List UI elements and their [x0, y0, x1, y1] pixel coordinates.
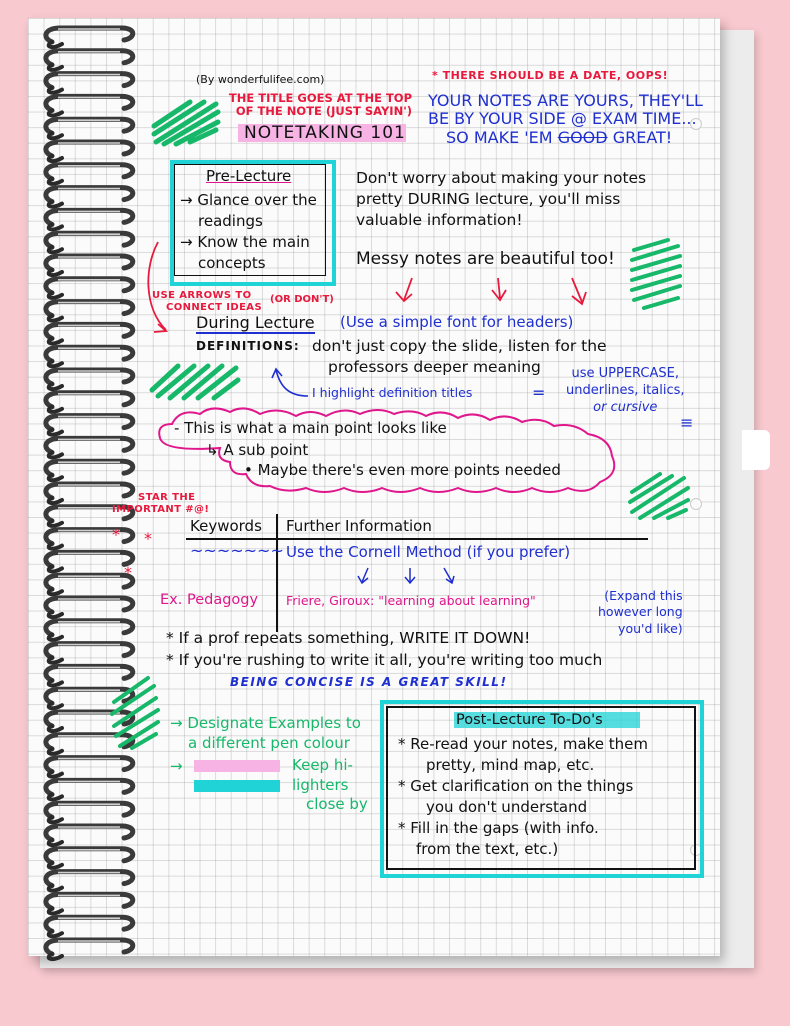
- green-scribble: [108, 672, 162, 752]
- spiral-ring: [46, 416, 133, 435]
- text-line: (Expand this: [604, 588, 683, 603]
- cornell-squiggle: ~~~~~~~: [190, 541, 284, 560]
- equal-marks: =: [532, 383, 546, 402]
- motto-text: SO MAKE 'EM: [446, 127, 553, 147]
- text-line: Keep hi-: [292, 756, 353, 774]
- tip-rushing: * If you're rushing to write it all, you're writing too much: [166, 651, 603, 669]
- text-line: you'd like): [618, 620, 683, 636]
- list-item: * Re-read your notes, make them: [398, 735, 649, 753]
- list-item: you don't understand: [426, 798, 588, 816]
- spiral-ring: [46, 51, 133, 70]
- spiral-ring: [46, 917, 133, 936]
- spiral-ring: [46, 438, 133, 457]
- text-line: IMPORTANT #@!: [112, 503, 210, 515]
- green-scribble: [626, 470, 692, 522]
- text-line: don't just copy the slide, listen for the: [312, 337, 607, 355]
- arrows-or-not: (OR DON'T): [270, 294, 334, 305]
- curved-arrow: [268, 366, 312, 402]
- arrow-glyph: →: [170, 757, 183, 775]
- spiral-ring: [46, 803, 133, 822]
- text-line: however long: [598, 604, 683, 620]
- list-item: * Fill in the gaps (with info.: [398, 819, 599, 837]
- date-note: * THERE SHOULD BE A DATE, OOPS!: [432, 69, 669, 82]
- sub-sub-point: • Maybe there's even more points needed: [244, 461, 561, 479]
- crossed-word: GOOD: [557, 127, 608, 147]
- spiral-ring: [46, 165, 133, 184]
- text-line: close by: [306, 795, 368, 813]
- page-tab: [742, 430, 770, 470]
- spiral-ring: [46, 644, 133, 663]
- pre-lecture-heading: Pre-Lecture: [206, 167, 292, 185]
- cornell-method-text: Use the Cornell Method (if you prefer): [286, 543, 571, 561]
- motto-line: YOUR NOTES ARE YOURS, THEY'LL: [428, 91, 703, 110]
- page-title: NOTETAKING 101: [244, 123, 406, 143]
- text-line: pretty DURING lecture, you'll miss: [356, 189, 621, 208]
- list-item: from the text, etc.): [416, 840, 559, 858]
- text-line: → Designate Examples to: [170, 714, 361, 732]
- motto-emphasis: GREAT!: [612, 127, 673, 147]
- text-line: or cursive: [593, 399, 658, 415]
- spiral-ring: [46, 393, 133, 412]
- list-item: → Know the main: [180, 233, 310, 251]
- spiral-ring: [46, 256, 133, 275]
- concise-note: BEING CONCISE IS A GREAT SKILL!: [230, 675, 508, 689]
- cyan-highlighter-swatch: [194, 780, 280, 792]
- spiral-ring: [46, 461, 133, 480]
- spiral-ring: [46, 370, 133, 389]
- star-note: [112, 492, 209, 515]
- blue-arrows: [352, 566, 462, 588]
- svg-text:*: *: [112, 525, 120, 544]
- definitions-label: DEFINITIONS:: [196, 339, 300, 353]
- text-line: valuable information!: [356, 210, 523, 229]
- spiral-ring: [46, 894, 133, 913]
- text-line: a different pen colour: [188, 733, 350, 752]
- tip-repeat: * If a prof repeats something, WRITE IT DOWN!: [166, 629, 531, 647]
- spiral-ring: [46, 233, 133, 252]
- highlight-note: I highlight definition titles: [312, 385, 473, 400]
- svg-text:*: *: [124, 563, 132, 582]
- spiral-ring: [46, 119, 133, 138]
- font-tip: (Use a simple font for headers): [340, 313, 574, 331]
- spiral-ring: [46, 940, 133, 959]
- green-scribble: [628, 236, 684, 312]
- cornell-vertical-line: [276, 514, 278, 632]
- expand-note: [598, 588, 683, 637]
- spiral-ring: [46, 780, 133, 799]
- post-lecture-list: [398, 734, 648, 860]
- motto-line: [428, 129, 703, 147]
- spiral-ring: [46, 188, 133, 207]
- spiral-ring: [46, 210, 133, 229]
- spiral-ring: [46, 621, 133, 640]
- spiral-ring: [46, 758, 133, 777]
- green-scribble: [148, 360, 242, 402]
- spiral-ring: [46, 872, 133, 891]
- list-item: pretty, mind map, etc.: [426, 756, 595, 774]
- cornell-horizontal-line: [186, 538, 648, 540]
- example-keyword: Ex. Pedagogy: [160, 592, 259, 608]
- sub-point: ↳ A sub point: [206, 441, 309, 459]
- spiral-ring: [46, 74, 133, 93]
- arrows-note: [152, 290, 262, 313]
- spiral-ring: [46, 849, 133, 868]
- motto: [428, 92, 703, 147]
- title-hint: [216, 92, 412, 118]
- cornell-col1-header: Keywords: [190, 517, 262, 535]
- spiral-ring: [46, 279, 133, 298]
- highlighters-note: [292, 756, 368, 815]
- equal-marks: ≡: [680, 413, 694, 432]
- credit-text: (By wonderfulifee.com): [196, 73, 325, 86]
- text-line: Don't worry about making your notes: [356, 169, 647, 187]
- text-line: use UPPERCASE,: [571, 366, 680, 381]
- cornell-col2-header: Further Information: [286, 517, 432, 535]
- spiral-ring: [46, 347, 133, 366]
- text-line: USE ARROWS TO: [152, 290, 252, 301]
- post-lecture-heading: Post-Lecture To-Do's: [456, 712, 603, 728]
- green-scribble: [150, 96, 222, 146]
- spiral-ring: [46, 826, 133, 845]
- pink-highlighter-swatch: [194, 760, 280, 772]
- list-item: concepts: [198, 254, 266, 272]
- text-line: underlines, italics,: [566, 382, 685, 398]
- text-line: lighters: [292, 775, 349, 794]
- list-item: * Get clarification on the things: [398, 777, 634, 795]
- during-lecture-heading: During Lecture: [196, 314, 315, 334]
- text-line: professors deeper meaning: [328, 357, 541, 376]
- messy-text: Messy notes are beautiful too!: [356, 249, 615, 269]
- spiral-ring: [46, 28, 133, 47]
- spiral-ring: [46, 324, 133, 343]
- title-hint-line: THE TITLE GOES AT THE TOP: [228, 91, 412, 105]
- definitions-text: [312, 336, 607, 378]
- example-info: Friere, Giroux: "learning about learning": [286, 593, 536, 608]
- main-point: - This is what a main point looks like: [174, 419, 447, 437]
- list-item: → Glance over the: [180, 191, 317, 209]
- dont-worry-text: [356, 168, 646, 231]
- examples-note: [170, 714, 361, 753]
- svg-text:*: *: [144, 529, 152, 548]
- spiral-ring: [46, 142, 133, 161]
- text-line: CONNECT IDEAS: [166, 301, 263, 313]
- list-item: readings: [198, 212, 263, 230]
- title-hint-line: OF THE NOTE (JUST SAYIN'): [235, 104, 412, 119]
- spiral-ring: [46, 598, 133, 617]
- spiral-ring: [46, 302, 133, 321]
- spiral-ring: [46, 96, 133, 115]
- motto-line: BE BY YOUR SIDE @ EXAM TIME...: [428, 109, 697, 129]
- text-line: STAR THE: [138, 492, 196, 503]
